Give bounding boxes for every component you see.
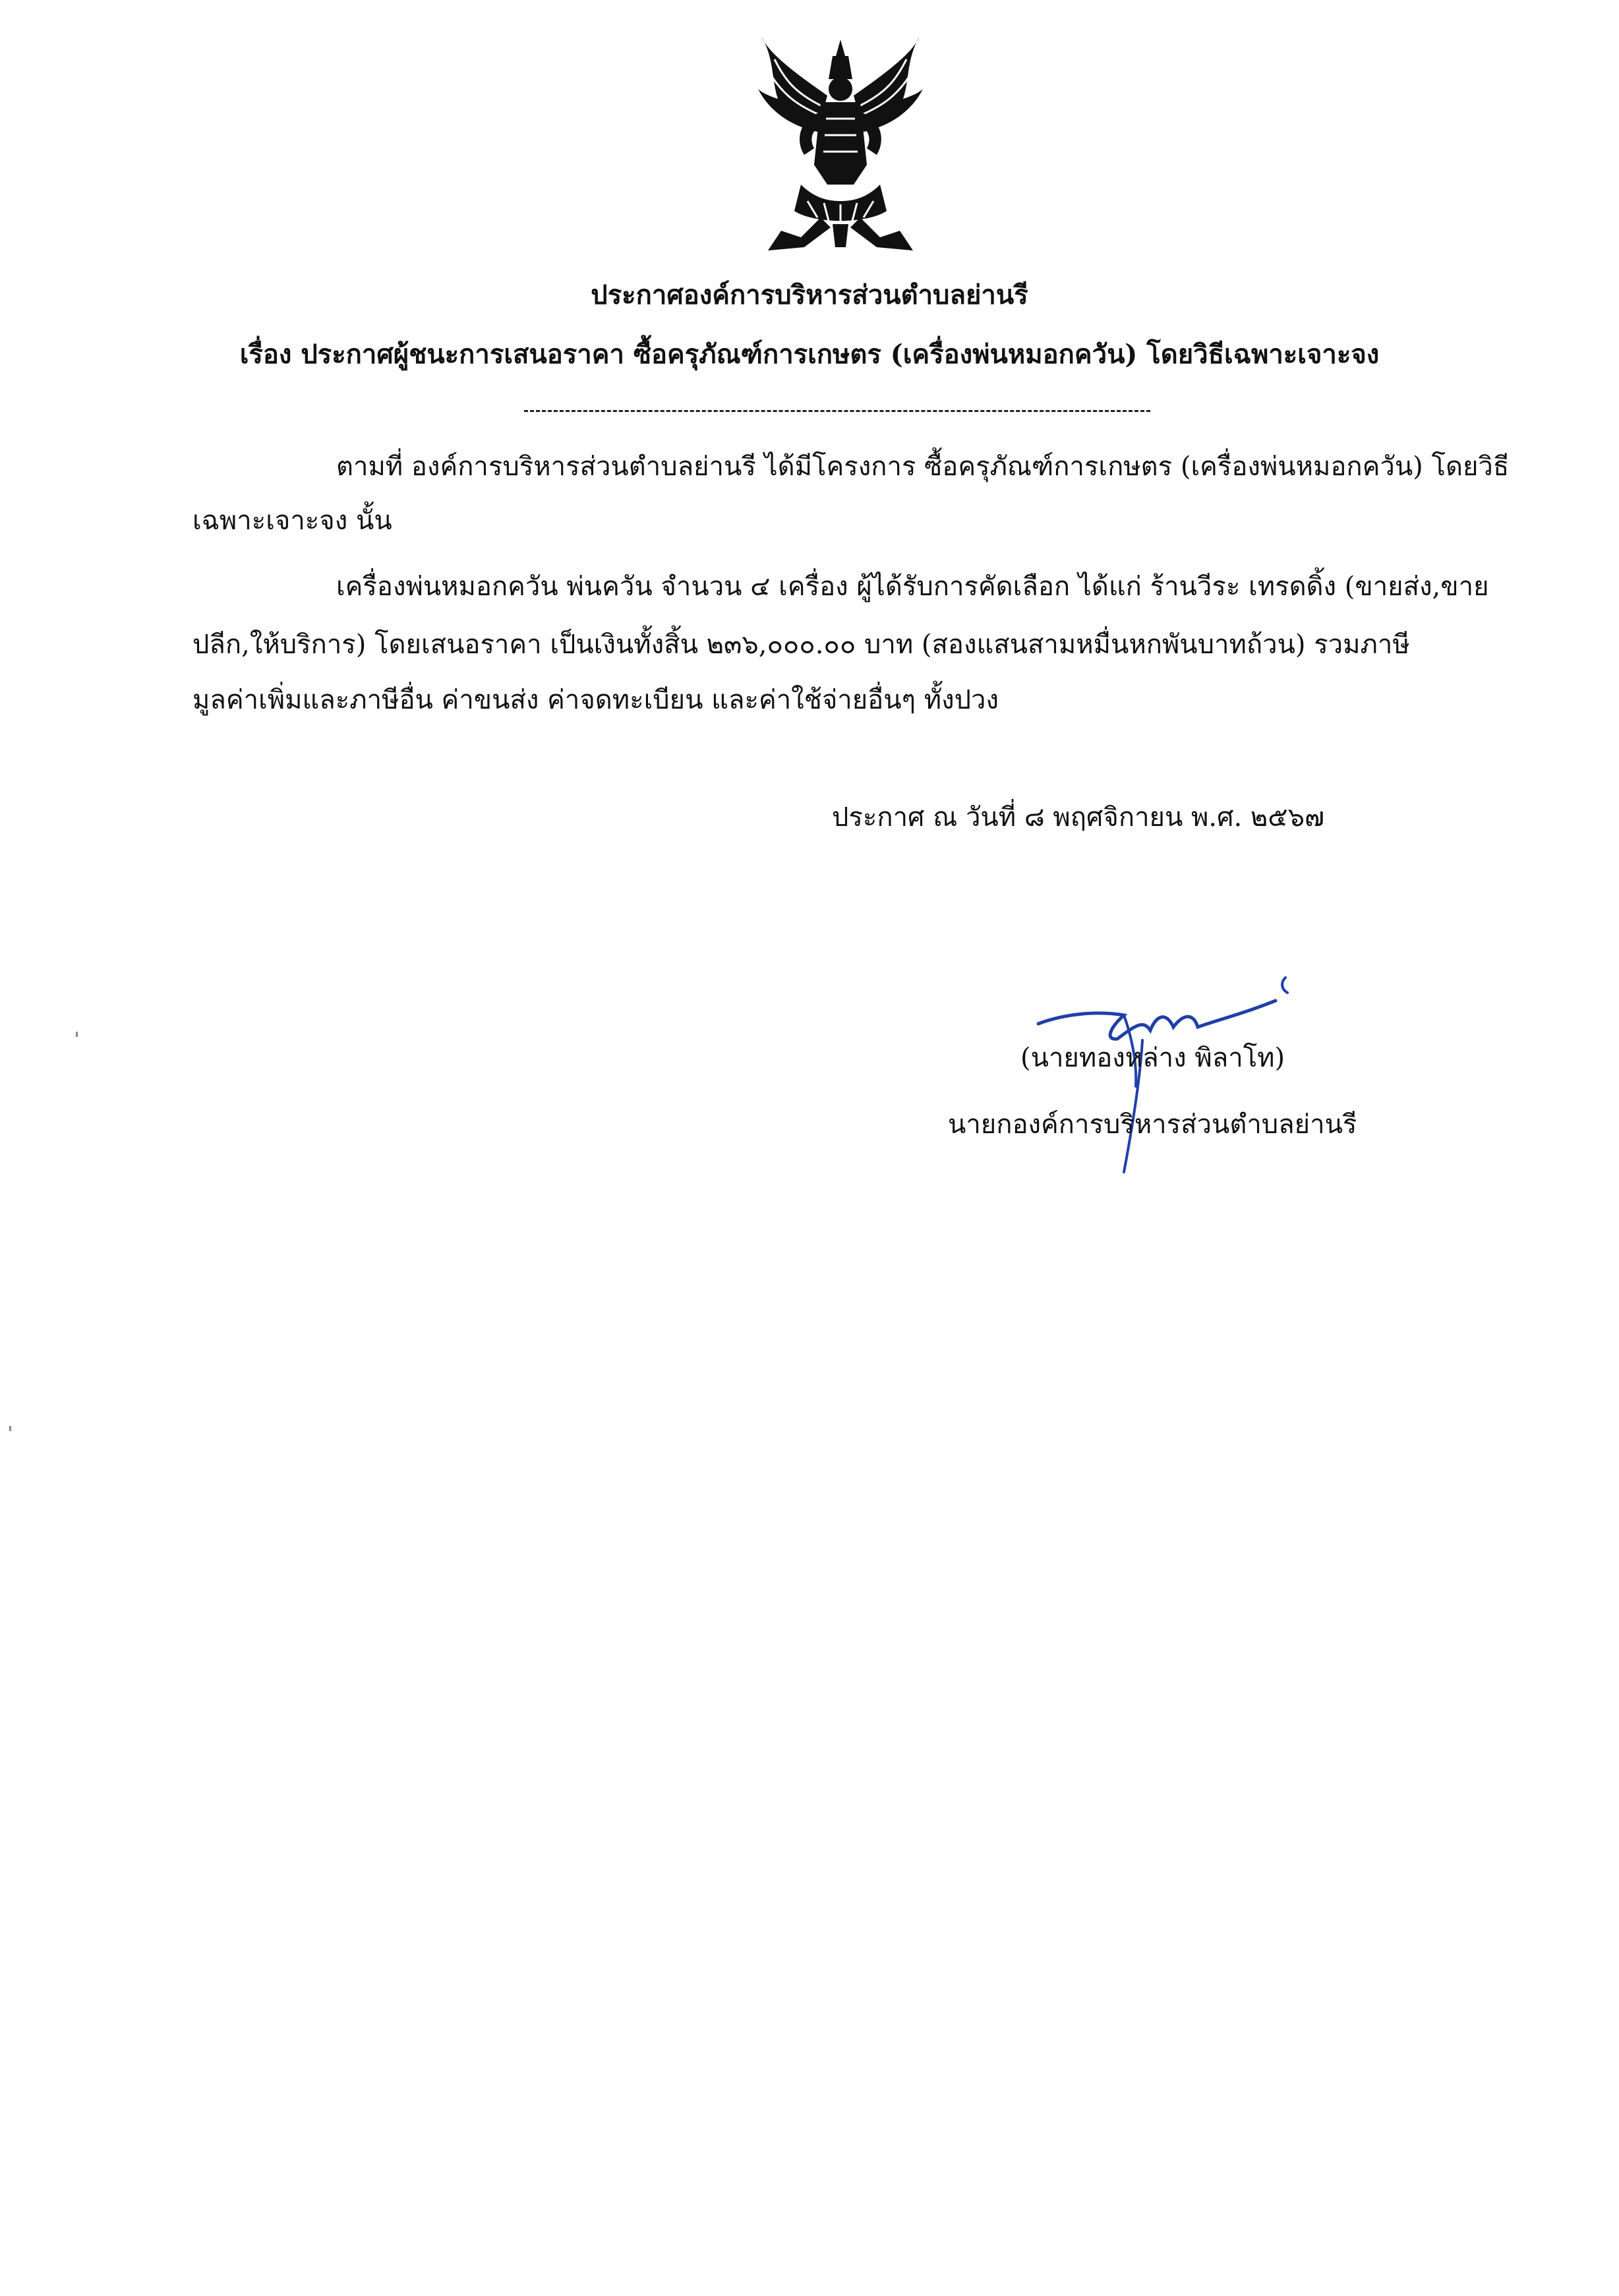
body-paragraph-2-line-3: มูลค่าเพิ่มและภาษีอื่น ค่าขนส่ง ค่าจดทะเบียน และค่าใช้จ่ายอื่นๆ ทั้งปวง — [192, 685, 999, 715]
dashed-divider — [524, 410, 1150, 412]
signer-position: นายกองค์การบริหารส่วนตำบลย่านรี — [948, 1109, 1357, 1140]
announcement-title: ประกาศองค์การบริหารส่วนตำบลย่านรี — [591, 280, 1028, 310]
announcement-subject: เรื่อง ประกาศผู้ชนะการเสนอราคา ซื้อครุภัณฑ์การเกษตร (เครื่องพ่นหมอกควัน) โดยวิธีเฉพาะเจาะจง — [239, 339, 1380, 370]
signer-name: (นายทองหล่าง พิลาโท) — [1020, 1043, 1285, 1073]
body-paragraph-2-line-2: ปลีก,ให้บริการ) โดยเสนอราคา เป็นเงินทั้งสิ้น ๒๓๖,๐๐๐.๐๐ บาท (สองแสนสามหมื่นหกพันบาทถ้วน) รวมภาษี — [192, 630, 1410, 660]
scan-speck — [9, 1426, 11, 1431]
body-paragraph-1-line-1: ตามที่ องค์การบริหารส่วนตำบลย่านรี ได้มีโครงการ ซื้อครุภัณฑ์การเกษตร (เครื่องพ่นหมอกควัน) โดยวิธี — [336, 452, 1510, 482]
body-paragraph-2-line-1: เครื่องพ่นหมอกควัน พ่นควัน จำนวน ๔ เครื่อง ผู้ได้รับการคัดเลือก ได้แก่ ร้านวีระ เทรดดิ้ง (ขายส่ง,ขาย — [336, 572, 1489, 602]
body-paragraph-1-line-2: เฉพาะเจาะจง นั้น — [192, 506, 392, 536]
announcement-date: ประกาศ ณ วันที่ ๘ พฤศจิกายน พ.ศ. ๒๕๖๗ — [832, 802, 1325, 833]
scan-speck — [76, 1032, 78, 1037]
garuda-emblem-icon — [755, 33, 926, 257]
